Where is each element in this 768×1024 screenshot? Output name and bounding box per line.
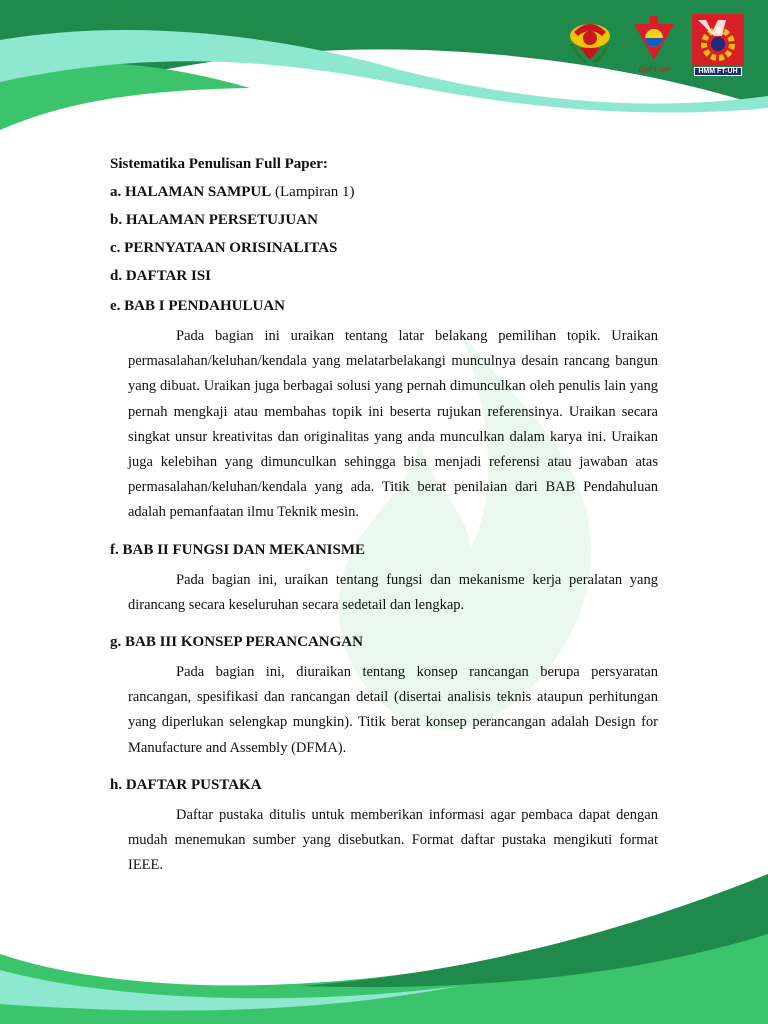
faculty-logo-caption: DAFT-UH bbox=[638, 67, 670, 74]
header-logos bbox=[564, 14, 744, 80]
university-logo bbox=[564, 14, 616, 80]
section-heading: e. BAB I PENDAHULUAN bbox=[110, 298, 286, 314]
hmm-logo-caption: HMM FT-UH bbox=[694, 67, 741, 76]
section-heading: f. BAB II FUNGSI DAN MEKANISME bbox=[110, 541, 366, 558]
section-daftar-pustaka bbox=[110, 771, 658, 879]
section-paragraph: Daftar pustaka ditulis untuk memberikan informasi agar pembaca dapat dengan mudah menemukan sumber yang disebutkan. Format daftar pustaka mengikuti format IEEE. bbox=[128, 806, 658, 874]
section-bab-ii bbox=[110, 536, 658, 618]
section-paragraph: Pada bagian ini, uraikan tentang fungsi dan mekanisme kerja peralatan yang dirancang secara keseluruhan secara sedetail dan lengkap. bbox=[128, 571, 658, 613]
hmm-gear-emblem-icon bbox=[692, 14, 744, 66]
document-title: Sistematika Penulisan Full Paper: bbox=[110, 156, 328, 172]
section-bab-i bbox=[110, 292, 658, 526]
list-item-halaman-sampul: a. HALAMAN SAMPUL (Lampiran 1) bbox=[110, 184, 355, 200]
section-paragraph: Pada bagian ini uraikan tentang latar belakang pemilihan topik. Uraikan permasalahan/keluhan/kendala yang melatarbelakangi munculnya desain rancang bangun yang dibuat. Uraikan juga berbagai solusi yang pernah dimunculkan oleh penulis lain yang pernah mengkaji atau membahas topik ini beserta rujukan referensinya. Uraikan secara singkat unsur kreativitas dan originalitas yang anda munculkan dalam karya ini. Uraikan juga kelebihan yang dimunculkan sehingga bisa menjadi referensi atau jawaban atas permasalahan/keluhan/kendala yang ada. Titik berat penilaian dari BAB Pendahuluan adalah pemanfaatan ilmu Teknik mesin. bbox=[128, 328, 658, 521]
section-paragraph: Pada bagian ini, diuraikan tentang konsep rancangan berupa persyaratan rancangan, spesifikasi dan rancangan detail (disertai analisis teknis ataupun perhitungan yang diperlukan selengkap mungkin). Titik berat konsep perancangan adalah Design for Manufacture and Assembly (DFMA). bbox=[128, 664, 658, 756]
document-body bbox=[110, 150, 658, 888]
section-heading: g. BAB III KONSEP PERANCANGAN bbox=[110, 634, 363, 651]
section-heading: h. DAFTAR PUSTAKA bbox=[110, 776, 262, 793]
unhas-emblem-icon bbox=[564, 14, 616, 66]
section-bab-iii bbox=[110, 628, 658, 761]
faculty-logo bbox=[628, 14, 680, 80]
list-item-halaman-persetujuan: b. HALAMAN PERSETUJUAN bbox=[110, 212, 318, 228]
list-item-daftar-isi: d. DAFTAR ISI bbox=[110, 268, 211, 284]
hmm-logo bbox=[692, 14, 744, 80]
footer-wave-decoration bbox=[0, 874, 768, 1024]
list-item-pernyataan-orisinalitas: c. PERNYATAAN ORISINALITAS bbox=[110, 240, 338, 256]
faculty-emblem-icon bbox=[628, 14, 680, 66]
